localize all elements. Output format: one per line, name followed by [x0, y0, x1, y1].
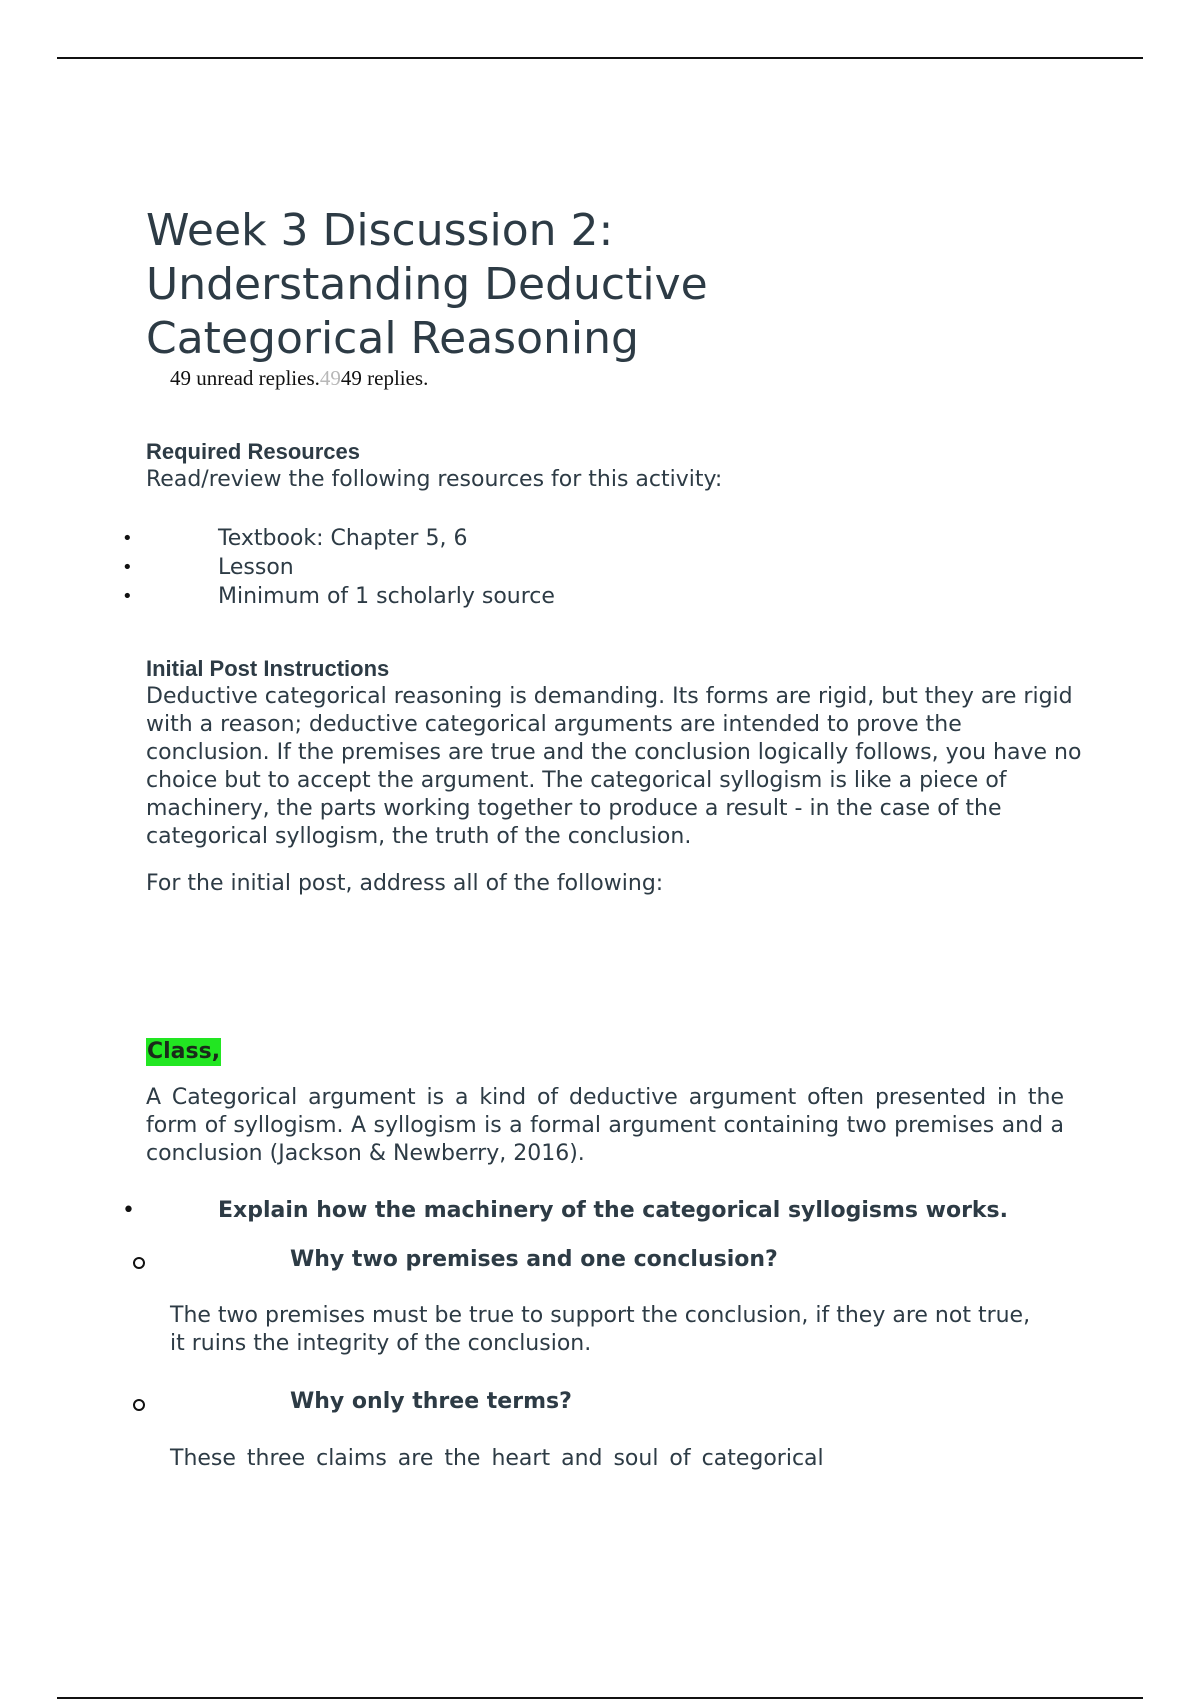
answer-terms: These three claims are the heart and soul of categorical — [170, 1446, 824, 1471]
list-item — [0, 524, 1200, 553]
initial-post-address: For the initial post, address all of the following: — [146, 871, 664, 896]
title-line-3: Categorical Reasoning — [146, 313, 639, 364]
title-line-1: Week 3 Discussion 2: — [146, 205, 614, 256]
unread-replies: 49 unread replies. — [170, 366, 320, 390]
initial-post-paragraph: Deductive categorical reasoning is demanding. Its forms are rigid, but they are rigid with a reason; deductive categorical arguments are intended to prove the conclusion. If the premises are true and the conclusion logically follows, you have no choice but to accept the argument. The categorical syllogism is like a piece of machinery, the parts working together to produce a result - in the case of the categorical syllogism, the truth of the conclusion. — [146, 684, 1082, 849]
faint-reply-count: 49 — [319, 366, 341, 390]
hollow-bullet-icon — [133, 1399, 145, 1411]
resource-textbook: Textbook: Chapter 5, 6 — [218, 526, 468, 551]
main-question — [0, 1196, 1200, 1226]
list-item — [0, 582, 1200, 611]
resource-scholarly-source: Minimum of 1 scholarly source — [218, 584, 555, 609]
answer-premises: The two premises must be true to support the conclusion, if they are not true, it ruins the integrity of the conclusion. — [170, 1303, 1031, 1356]
title-line-2: Understanding Deductive — [146, 259, 708, 310]
bullet-icon: • — [122, 1198, 135, 1223]
bullet-icon: • — [122, 528, 133, 549]
required-resources-heading: Required Resources — [146, 439, 360, 464]
resource-lesson: Lesson — [218, 555, 294, 580]
resources-list — [0, 524, 1200, 611]
page-title — [146, 204, 1046, 366]
reply-count — [170, 366, 428, 391]
required-resources-intro: Read/review the following resources for this activity: — [146, 467, 723, 492]
bottom-rule — [57, 1697, 1143, 1699]
sub-question-text: Why two premises and one conclusion? — [290, 1247, 778, 1272]
bullet-icon: • — [122, 557, 133, 578]
sub-question-text: Why only three terms? — [290, 1389, 572, 1414]
main-question-text: Explain how the machinery of the categorical syllogisms works. — [218, 1198, 1009, 1223]
total-replies: 49 replies. — [340, 366, 429, 390]
initial-post-heading: Initial Post Instructions — [146, 656, 390, 681]
greeting-highlight: Class, — [147, 1039, 221, 1064]
hollow-bullet-icon — [133, 1257, 145, 1269]
sub-question-premises — [0, 1245, 1200, 1275]
bullet-icon: • — [122, 586, 133, 607]
top-rule — [57, 57, 1143, 59]
list-item — [0, 553, 1200, 582]
response-intro: A Categorical argument is a kind of deductive argument often presented in the form of syllogism. A syllogism is a formal argument containing two premises and a conclusion (Jackson & Newberry, 2016). — [146, 1085, 1064, 1166]
sub-question-terms — [0, 1387, 1200, 1417]
